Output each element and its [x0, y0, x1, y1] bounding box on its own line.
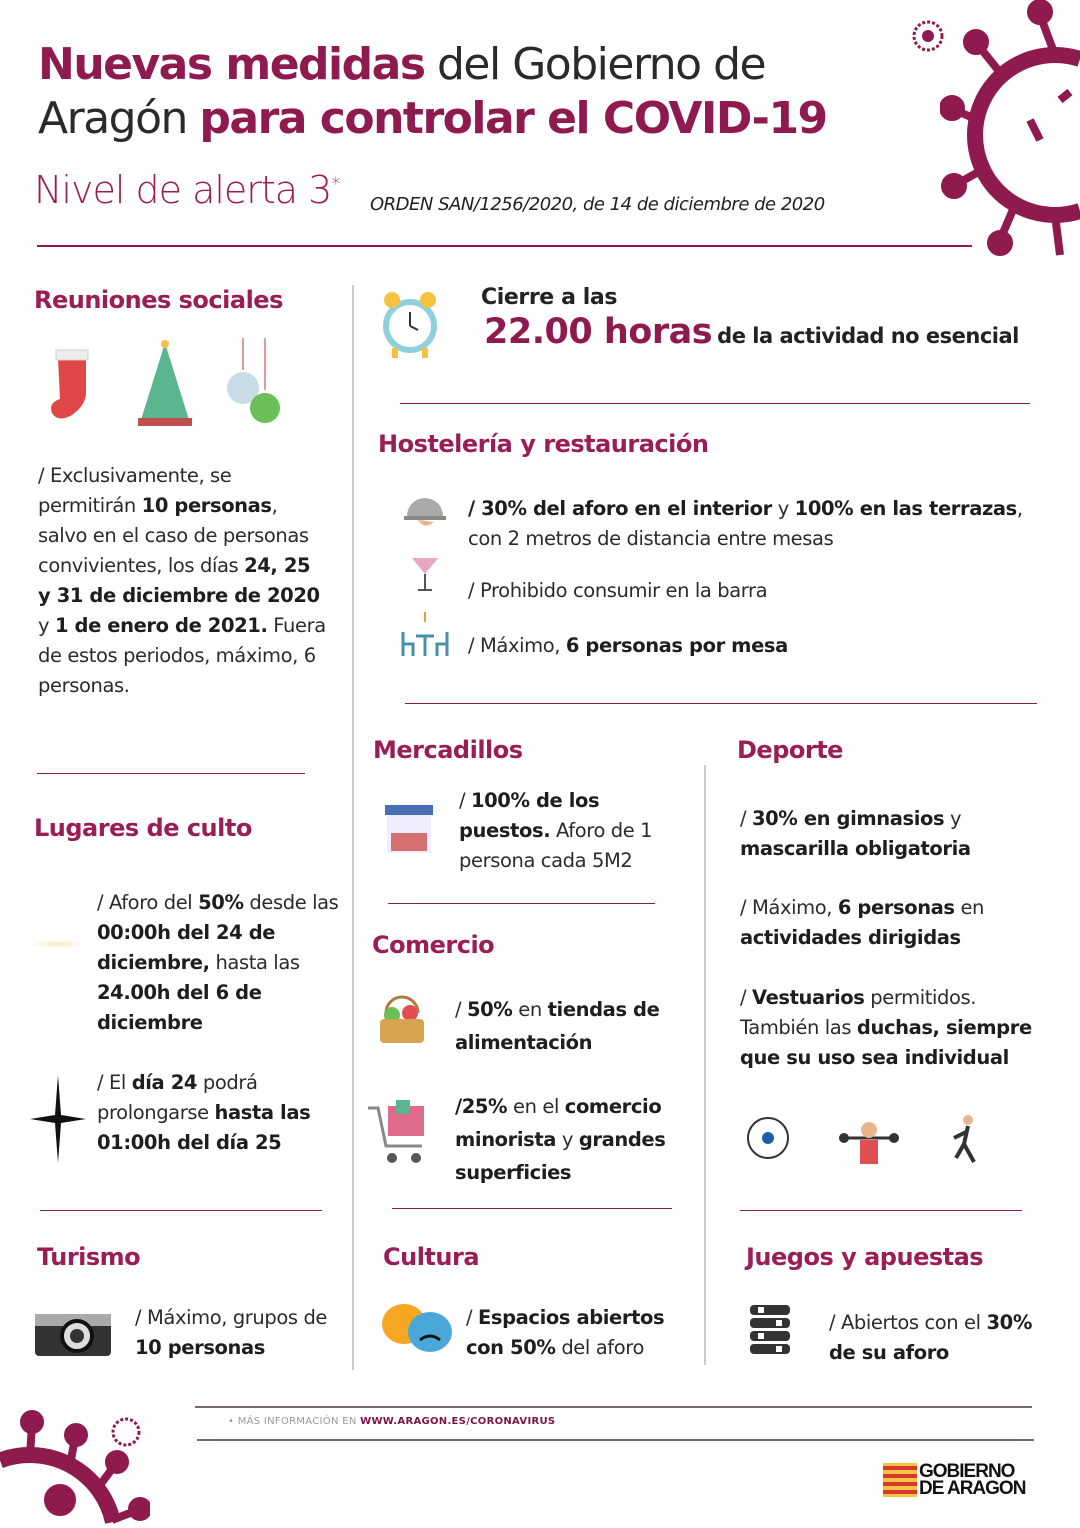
bold-text: tiendas de alimentación: [455, 998, 660, 1054]
soccer-ball-icon: [748, 1118, 788, 1158]
bold-text: 00:00h del 24 de diciembre,: [97, 921, 276, 974]
comercio-item-1: [455, 993, 695, 1059]
deporte-item-1: [740, 804, 1060, 864]
section-heading-comercio: Comercio: [372, 931, 495, 959]
text-segment: en: [954, 896, 984, 919]
bold-text: 100% de los puestos.: [459, 789, 600, 842]
divider: [37, 245, 972, 247]
text-segment: / Abiertos con el: [829, 1311, 987, 1334]
logo-line-1: GOBIERNO: [919, 1461, 1015, 1482]
bold-text: Vestuarios: [751, 986, 865, 1009]
text-segment: y: [556, 1128, 579, 1151]
alert-level-text: Nivel de alerta 3: [34, 168, 332, 212]
virus-decoration-icon: [940, 0, 1080, 270]
bold-text: 30% en gimnasios: [751, 807, 945, 830]
bold-text: 10 personas: [135, 1336, 265, 1359]
camera-icon: [35, 1308, 111, 1356]
section-heading-juegos: Juegos y apuestas: [746, 1243, 984, 1271]
divider: [740, 1210, 1022, 1211]
market-stall-icon: [383, 803, 435, 855]
text-segment: en: [512, 998, 548, 1021]
bold-text: 24.00h del 6 de diciembre: [97, 981, 262, 1034]
text-segment: / El: [97, 1071, 132, 1094]
divider: [195, 1406, 1032, 1408]
cultura-text: [466, 1303, 696, 1363]
deporte-item-3: [740, 983, 1060, 1073]
small-virus-icon: [900, 12, 956, 62]
section-heading-deporte: Deporte: [737, 736, 843, 764]
shopping-cart-icon: [366, 1100, 432, 1166]
title-line-2: [38, 92, 827, 146]
culto-text-2: [97, 1068, 337, 1158]
order-reference: ORDEN SAN/1256/2020, de 14 de diciembre de 2020: [370, 194, 825, 215]
text-segment: del Gobierno de: [424, 39, 766, 90]
text-segment: del aforo: [555, 1336, 644, 1359]
weightlifter-icon: [839, 1122, 899, 1164]
section-heading-turismo: Turismo: [37, 1243, 141, 1271]
divider: [400, 403, 1030, 404]
bold-text: comercio minorista: [455, 1095, 662, 1151]
text-segment: / Aforo del: [97, 891, 199, 914]
text-segment: hasta las: [209, 951, 300, 974]
ornaments-icon: [227, 338, 280, 423]
theater-masks-icon: [380, 1302, 456, 1354]
hosteleria-item-1: [468, 494, 1033, 554]
bold-text: / 30% del aforo en el interior: [468, 497, 772, 520]
cierre-intro: Cierre a las: [481, 285, 618, 310]
christmas-icons: [40, 338, 290, 428]
bold-text: 10 personas: [141, 494, 272, 517]
divider: [37, 773, 305, 774]
text-segment: y: [944, 807, 962, 830]
divider: [392, 1208, 672, 1209]
text-segment: podrá prolongarse: [97, 1071, 258, 1124]
text-segment: Fuera de estos periodos, máximo, 6 personas.: [38, 614, 326, 697]
hosteleria-item-2: [468, 576, 1033, 606]
comercio-item-2: [455, 1090, 695, 1189]
text-segment: , con 2 metros de distancia entre mesas: [468, 497, 1023, 550]
bold-text: 6 personas por mesa: [565, 634, 788, 657]
bold-text: hasta las 01:00h del día 25: [97, 1101, 311, 1154]
aragon-flag-icon: [883, 1463, 917, 1497]
alert-level: [34, 168, 339, 212]
closing-time: 22.00 horas: [484, 312, 713, 352]
bold-text: actividades dirigidas: [740, 926, 961, 949]
logo-line-2: DE ARAGON: [919, 1478, 1026, 1499]
bold-text: 30% de su aforo: [829, 1311, 1032, 1364]
alarm-clock-icon: [380, 284, 440, 360]
more-info-link[interactable]: WWW.ARAGON.ES/CORONAVIRUS: [360, 1416, 556, 1427]
title-line-1: [38, 38, 827, 92]
bold-text: mascarilla obligatoria: [740, 837, 971, 860]
bold-text: 24, 25 y 31 de diciembre de 2020: [38, 554, 320, 607]
table-icon: [400, 612, 450, 658]
section-heading-mercadillos: Mercadillos: [373, 736, 523, 764]
bold-text: grandes superficies: [455, 1128, 666, 1184]
divider: [388, 903, 655, 904]
grocery-basket-icon: [376, 993, 428, 1045]
bold-text: día 24: [131, 1071, 198, 1094]
cloche-icon: [404, 490, 446, 530]
text-segment: / Máximo,: [740, 896, 838, 919]
text-segment: / Prohibido consumir en la barra: [468, 579, 768, 602]
text-segment: , salvo en el caso de personas convivientes, los días: [38, 494, 309, 577]
juegos-text: [829, 1308, 1049, 1368]
text-segment: / Exclusivamente, se permitirán: [38, 464, 232, 517]
text-segment: /: [740, 986, 752, 1009]
virus-decoration-icon: [0, 1410, 150, 1528]
text-segment: Aforo de 1 persona cada 5M2: [459, 819, 653, 872]
text-segment: en el: [507, 1095, 565, 1118]
more-info-label: MÁS INFORMACIÓN EN: [237, 1416, 361, 1427]
bold-text: /25%: [455, 1095, 508, 1118]
column-divider: [704, 765, 706, 1365]
deporte-item-2: [740, 893, 1060, 953]
light-glow-icon: [30, 940, 85, 948]
cierre-description: de la actividad no esencial: [717, 324, 1019, 348]
runner-icon: [954, 1115, 974, 1162]
christmas-tree-icon: [138, 340, 192, 426]
column-divider: [352, 285, 354, 1370]
bold-text: para controlar el COVID-19: [199, 93, 827, 144]
bold-text: 100% en las terrazas: [794, 497, 1017, 520]
text-segment: y: [771, 497, 795, 520]
section-heading-culto: Lugares de culto: [34, 814, 252, 842]
star-icon: [30, 1075, 86, 1163]
sport-icons: [746, 1112, 986, 1172]
section-heading-reuniones: Reuniones sociales: [34, 286, 283, 314]
text-segment: / Máximo, grupos de: [135, 1306, 328, 1329]
section-heading-hosteleria: Hostelería y restauración: [378, 430, 709, 458]
text-segment: / Máximo,: [468, 634, 566, 657]
divider: [405, 703, 1037, 704]
poker-chips-icon: [748, 1303, 792, 1357]
cocktail-icon: [410, 550, 440, 594]
section-heading-cultura: Cultura: [383, 1243, 480, 1271]
text-segment: y: [38, 614, 55, 637]
text-segment: /: [740, 807, 752, 830]
mercadillos-text: [459, 786, 679, 876]
text-segment: Aragón: [38, 93, 200, 144]
alert-footnote-mark: *: [331, 173, 340, 195]
turismo-text: [135, 1303, 335, 1363]
divider: [197, 1439, 1034, 1441]
bold-text: Espacios abiertos con 50%: [466, 1306, 665, 1359]
bold-text: 50%: [466, 998, 513, 1021]
reuniones-text: [38, 461, 328, 701]
text-segment: /: [455, 998, 467, 1021]
divider: [40, 1210, 322, 1211]
stocking-icon: [51, 350, 88, 419]
text-segment: /: [466, 1306, 478, 1329]
bold-text: duchas, siempre que su uso sea individual: [740, 1016, 1032, 1069]
text-segment: desde las: [243, 891, 339, 914]
bold-text: 50%: [198, 891, 244, 914]
bold-text: Nuevas medidas: [38, 39, 425, 90]
gobierno-aragon-logo: [883, 1463, 1025, 1497]
page-title: [38, 38, 827, 146]
cierre-time-line: [484, 312, 1019, 352]
bold-text: 1 de enero de 2021.: [54, 614, 268, 637]
more-info: • MÁS INFORMACIÓN EN WWW.ARAGON.ES/CORONAVIRUS: [228, 1416, 556, 1427]
bold-text: 6 personas: [837, 896, 955, 919]
hosteleria-item-3: [468, 631, 1033, 661]
culto-text-1: [97, 888, 345, 1038]
text-segment: /: [459, 789, 471, 812]
text-segment: permitidos. También las: [740, 986, 977, 1039]
